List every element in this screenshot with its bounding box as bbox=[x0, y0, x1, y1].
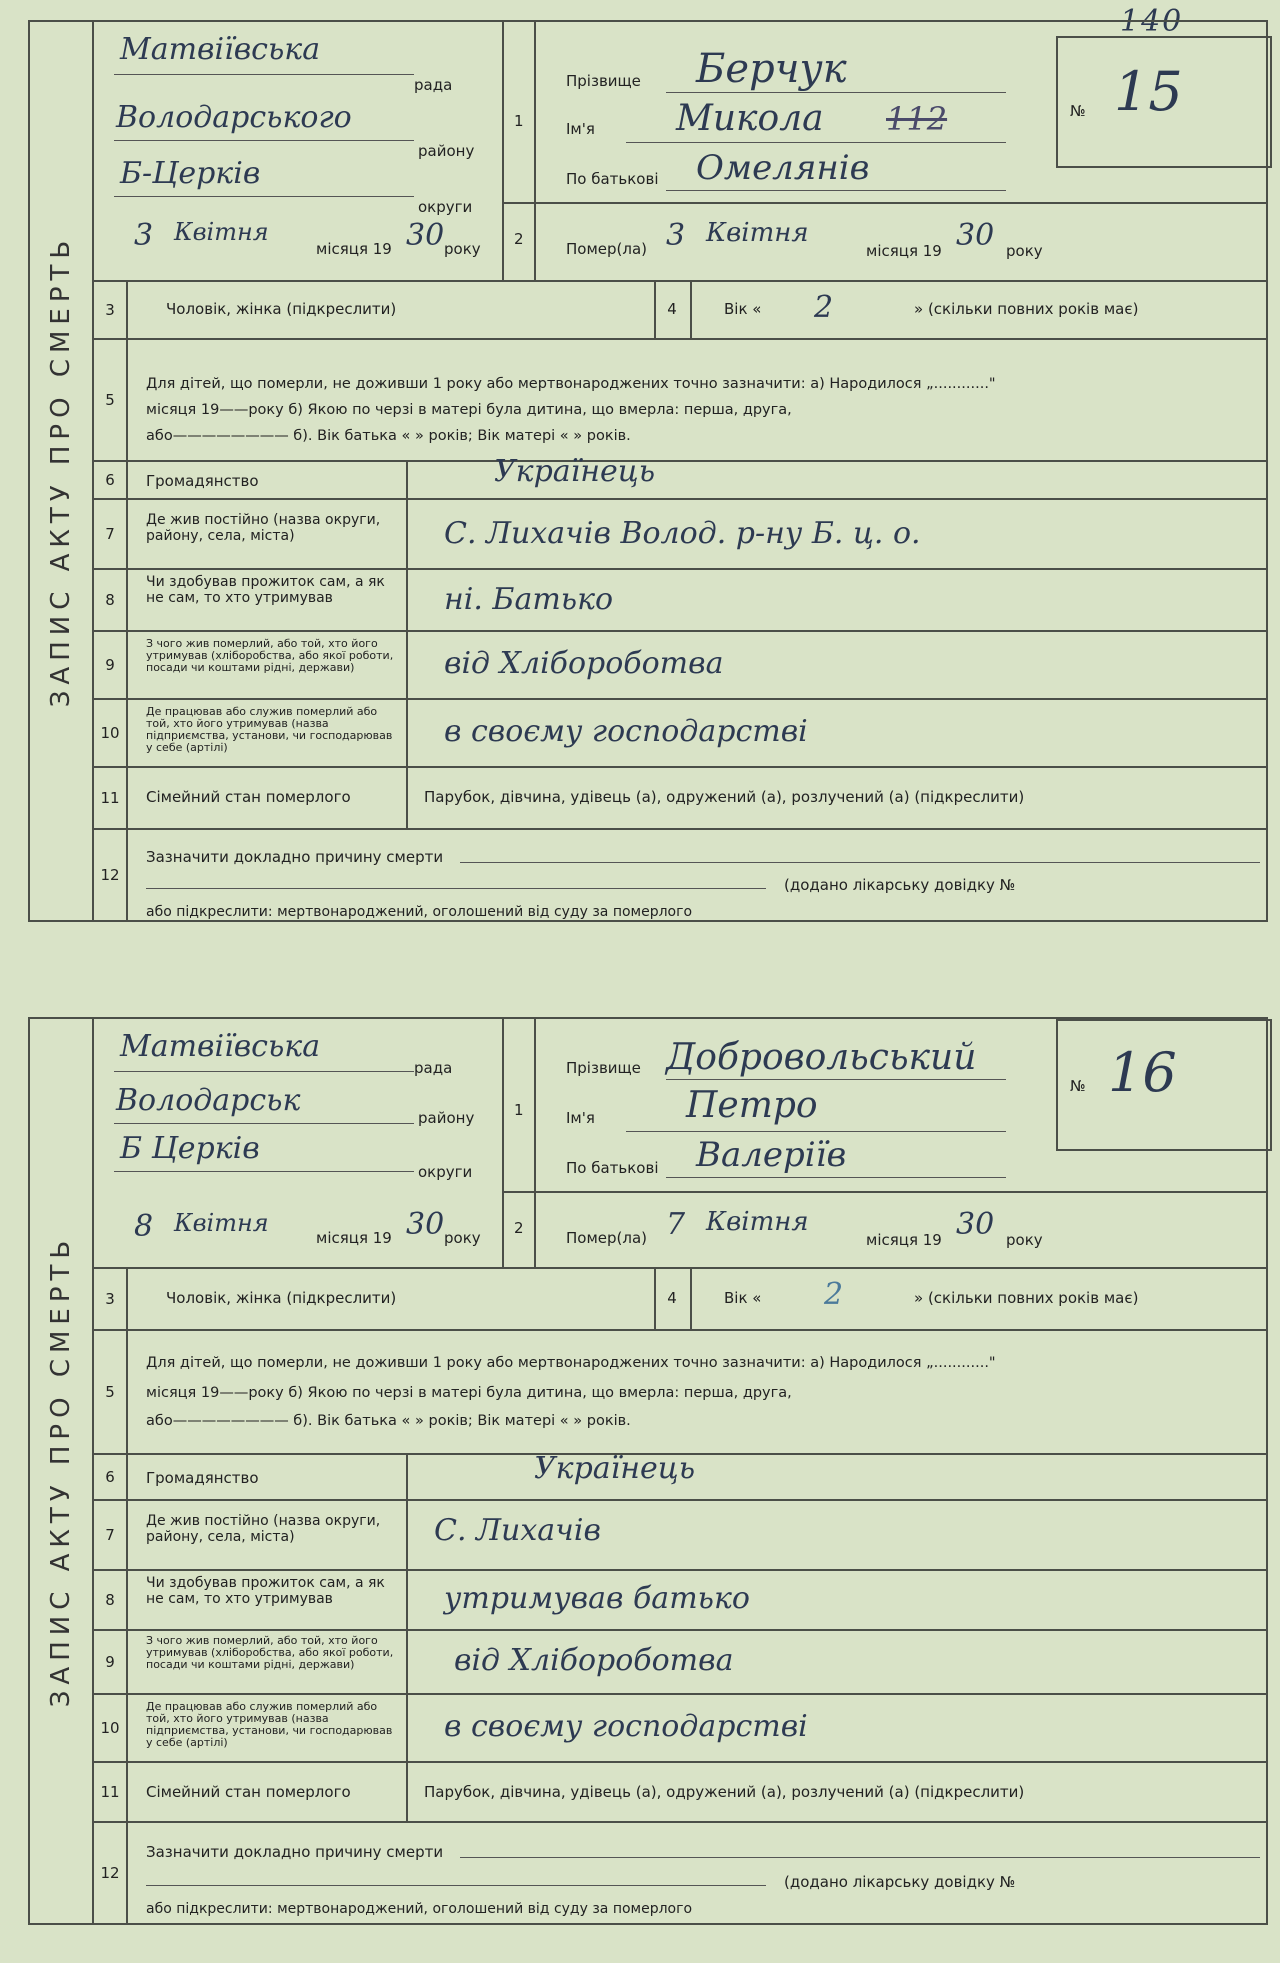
rada-label: рада bbox=[414, 1059, 453, 1077]
children-line-3: або———————— б). Вік батька « » років; Вік матері « » років. bbox=[146, 1413, 631, 1429]
reg-day: 8 bbox=[134, 1209, 154, 1244]
record-number-box bbox=[1056, 36, 1272, 168]
marital-options: Парубок, дівчина, удівець (а), одружений (а), розлучений (а) (підкреслити) bbox=[424, 1783, 1025, 1801]
gender-label: Чоловік, жінка (підкреслити) bbox=[166, 1289, 397, 1307]
row-number-10: 10 bbox=[94, 1695, 128, 1761]
livelihood-value: ні. Батько bbox=[444, 582, 614, 617]
row-number-3: 3 bbox=[94, 1269, 128, 1329]
row-number-1: 1 bbox=[514, 1101, 524, 1119]
marital-label: Сімейний стан померлого bbox=[146, 788, 351, 806]
row-number-3: 3 bbox=[94, 282, 128, 338]
death-label: Помер(ла) bbox=[566, 1229, 648, 1247]
row-number-2: 2 bbox=[514, 1219, 524, 1237]
side-title: ЗАПИС АКТУ ПРО СМЕРТЬ bbox=[30, 22, 94, 920]
source-label: З чого жив померлий, або той, хто його утримував (хліборобства, або якої роботи, посади чи коштами рідні, держави) bbox=[146, 1634, 394, 1671]
record-number: 15 bbox=[1114, 60, 1183, 123]
reg-day: 3 bbox=[134, 218, 154, 253]
record-number: 16 bbox=[1108, 1041, 1177, 1104]
row-number-8: 8 bbox=[94, 1571, 128, 1629]
age-suffix: » (скільки повних років має) bbox=[914, 1289, 1139, 1307]
row-number-4: 4 bbox=[667, 300, 677, 318]
reg-year-label: року bbox=[444, 1229, 481, 1247]
death-day: 7 bbox=[666, 1207, 686, 1242]
source-value: від Хлібороботва bbox=[444, 646, 724, 681]
age-suffix: » (скільки повних років має) bbox=[914, 300, 1139, 318]
reg-year: 30 bbox=[406, 218, 445, 253]
citizenship-label: Громадянство bbox=[146, 1469, 259, 1487]
row-number-7: 7 bbox=[94, 1501, 128, 1569]
reg-month-label: місяця 19 bbox=[316, 1229, 392, 1247]
death-year: 30 bbox=[956, 1207, 995, 1242]
death-month: Квітня bbox=[706, 218, 809, 248]
registry-office bbox=[94, 1019, 504, 1267]
row-number-9: 9 bbox=[94, 1631, 128, 1693]
registry-office bbox=[94, 22, 504, 280]
cause-alt: або підкреслити: мертвонароджений, оголошений від суду за померлого bbox=[146, 1901, 693, 1917]
name-label: Ім'я bbox=[566, 1109, 595, 1127]
number-label: № bbox=[1070, 102, 1086, 120]
reg-month: Квітня bbox=[174, 218, 269, 246]
gender-label: Чоловік, жінка (підкреслити) bbox=[166, 300, 397, 318]
margin-mark: 112 bbox=[886, 100, 948, 138]
patronymic-value: Омелянів bbox=[696, 148, 870, 188]
surname-label: Прізвище bbox=[566, 1059, 641, 1077]
source-value: від Хлібороботва bbox=[454, 1643, 734, 1678]
number-label: № bbox=[1070, 1077, 1086, 1095]
row-number-6: 6 bbox=[94, 462, 128, 498]
patronymic-value: Валеріїв bbox=[696, 1135, 847, 1175]
okrug-value: Б-Церків bbox=[120, 156, 261, 191]
cause-alt: або підкреслити: мертвонароджений, оголошений від суду за померлого bbox=[146, 904, 693, 920]
citizenship-value: Українець bbox=[534, 1451, 696, 1486]
residence-label: Де жив постійно (назва округи, району, села, міста) bbox=[146, 1513, 381, 1545]
workplace-label: Де працював або служив померлий або той, хто його утримував (назва підприємства, установи, чи господарював у себе (артілі) bbox=[146, 705, 393, 754]
raion-value: Володарськ bbox=[116, 1083, 301, 1118]
patronymic-label: По батькові bbox=[566, 1159, 659, 1177]
death-year-label: року bbox=[1006, 1231, 1043, 1249]
reg-year-label: року bbox=[444, 240, 481, 258]
row-number-11: 11 bbox=[94, 768, 128, 828]
row-number-6: 6 bbox=[94, 1455, 128, 1499]
cause-note: (додано лікарську довідку № bbox=[784, 1873, 1016, 1891]
rada-value: Матвіївська bbox=[120, 32, 321, 67]
age-value: 2 bbox=[824, 1277, 844, 1312]
death-day: 3 bbox=[666, 218, 686, 253]
death-month-label: місяця 19 bbox=[866, 1231, 942, 1249]
cause-label: Зазначити докладно причину смерти bbox=[146, 848, 444, 866]
okrug-label: округи bbox=[418, 1163, 473, 1181]
source-label: З чого жив померлий, або той, хто його утримував (хліборобства, або якої роботи, посади чи коштами рідні, держави) bbox=[146, 637, 394, 674]
death-month-label: місяця 19 bbox=[866, 242, 942, 260]
row-number-8: 8 bbox=[94, 570, 128, 630]
cause-note: (додано лікарську довідку № bbox=[784, 876, 1016, 894]
row-number-12: 12 bbox=[94, 830, 128, 920]
row-number-10: 10 bbox=[94, 700, 128, 766]
header-block bbox=[94, 22, 1266, 282]
marital-label: Сімейний стан померлого bbox=[146, 1783, 351, 1801]
reg-year: 30 bbox=[406, 1207, 445, 1242]
residence-label: Де жив постійно (назва округи, району, села, міста) bbox=[146, 512, 381, 544]
surname-value: Добровольський bbox=[666, 1037, 977, 1078]
cause-label: Зазначити докладно причину смерти bbox=[146, 1843, 444, 1861]
row-number-5: 5 bbox=[94, 1331, 128, 1453]
rada-label: рада bbox=[414, 76, 453, 94]
citizenship-value: Українець bbox=[494, 454, 656, 489]
raion-label: району bbox=[418, 1109, 475, 1127]
raion-label: району bbox=[418, 142, 475, 160]
age-label: Вік « bbox=[724, 1289, 762, 1307]
row-number-7: 7 bbox=[94, 500, 128, 568]
death-year: 30 bbox=[956, 218, 995, 253]
death-record-form-16 bbox=[28, 1017, 1268, 1925]
age-label: Вік « bbox=[724, 300, 762, 318]
okrug-value: Б Церків bbox=[120, 1131, 260, 1166]
reg-month: Квітня bbox=[174, 1209, 269, 1237]
livelihood-label: Чи здобував прожиток сам, а як не сам, то хто утримував bbox=[146, 1575, 385, 1607]
livelihood-value: утримував батько bbox=[444, 1581, 750, 1616]
name-value: Петро bbox=[686, 1085, 818, 1126]
workplace-value: в своєму господарстві bbox=[444, 714, 808, 749]
name-value: Микола bbox=[676, 98, 824, 139]
residence-value: С. Лихачів Волод. р-ну Б. ц. о. bbox=[444, 516, 921, 551]
row-number-12: 12 bbox=[94, 1823, 128, 1923]
children-line-3: або———————— б). Вік батька « » років; Вік матері « » років. bbox=[146, 428, 631, 444]
death-label: Помер(ла) bbox=[566, 240, 648, 258]
marital-options: Парубок, дівчина, удівець (а), одружений (а), розлучений (а) (підкреслити) bbox=[424, 788, 1025, 806]
surname-label: Прізвище bbox=[566, 72, 641, 90]
deceased-info bbox=[536, 22, 1266, 280]
record-number-box bbox=[1056, 1019, 1272, 1151]
workplace-value: в своєму господарстві bbox=[444, 1709, 808, 1744]
name-label: Ім'я bbox=[566, 120, 595, 138]
page-number: 140 bbox=[1120, 4, 1184, 39]
death-year-label: року bbox=[1006, 242, 1043, 260]
header-block bbox=[94, 1019, 1266, 1269]
children-line-1: Для дітей, що померли, не доживши 1 року або мертвонароджених точно зазначити: а) Народилося „............" bbox=[146, 376, 996, 392]
residence-value: С. Лихачів bbox=[434, 1513, 601, 1548]
row-number-9: 9 bbox=[94, 632, 128, 698]
citizenship-label: Громадянство bbox=[146, 472, 259, 490]
children-line-2: місяця 19——року б) Якою по черзі в матері була дитина, що вмерла: перша, друга, bbox=[146, 1385, 792, 1401]
children-line-1: Для дітей, що померли, не доживши 1 року або мертвонароджених точно зазначити: а) Народилося „............" bbox=[146, 1355, 996, 1371]
row-number-1: 1 bbox=[514, 112, 524, 130]
surname-value: Берчук bbox=[696, 46, 847, 92]
raion-value: Володарського bbox=[116, 100, 352, 135]
children-line-2: місяця 19——року б) Якою по черзі в матері була дитина, що вмерла: перша, друга, bbox=[146, 402, 792, 418]
livelihood-label: Чи здобував прожиток сам, а як не сам, то хто утримував bbox=[146, 574, 385, 606]
death-record-form-15 bbox=[28, 20, 1268, 922]
deceased-info bbox=[536, 1019, 1266, 1267]
row-number-11: 11 bbox=[94, 1763, 128, 1821]
side-title: ЗАПИС АКТУ ПРО СМЕРТЬ bbox=[30, 1019, 94, 1923]
reg-month-label: місяця 19 bbox=[316, 240, 392, 258]
workplace-label: Де працював або служив померлий або той, хто його утримував (назва підприємства, установи, чи господарював у себе (артілі) bbox=[146, 1700, 393, 1749]
row-number-5: 5 bbox=[94, 340, 128, 460]
row-number-2: 2 bbox=[514, 230, 524, 248]
rada-value: Матвіївська bbox=[120, 1029, 321, 1064]
okrug-label: округи bbox=[418, 198, 473, 216]
row-number-4: 4 bbox=[667, 1289, 677, 1307]
patronymic-label: По батькові bbox=[566, 170, 659, 188]
age-value: 2 bbox=[814, 290, 834, 325]
death-month: Квітня bbox=[706, 1207, 809, 1237]
